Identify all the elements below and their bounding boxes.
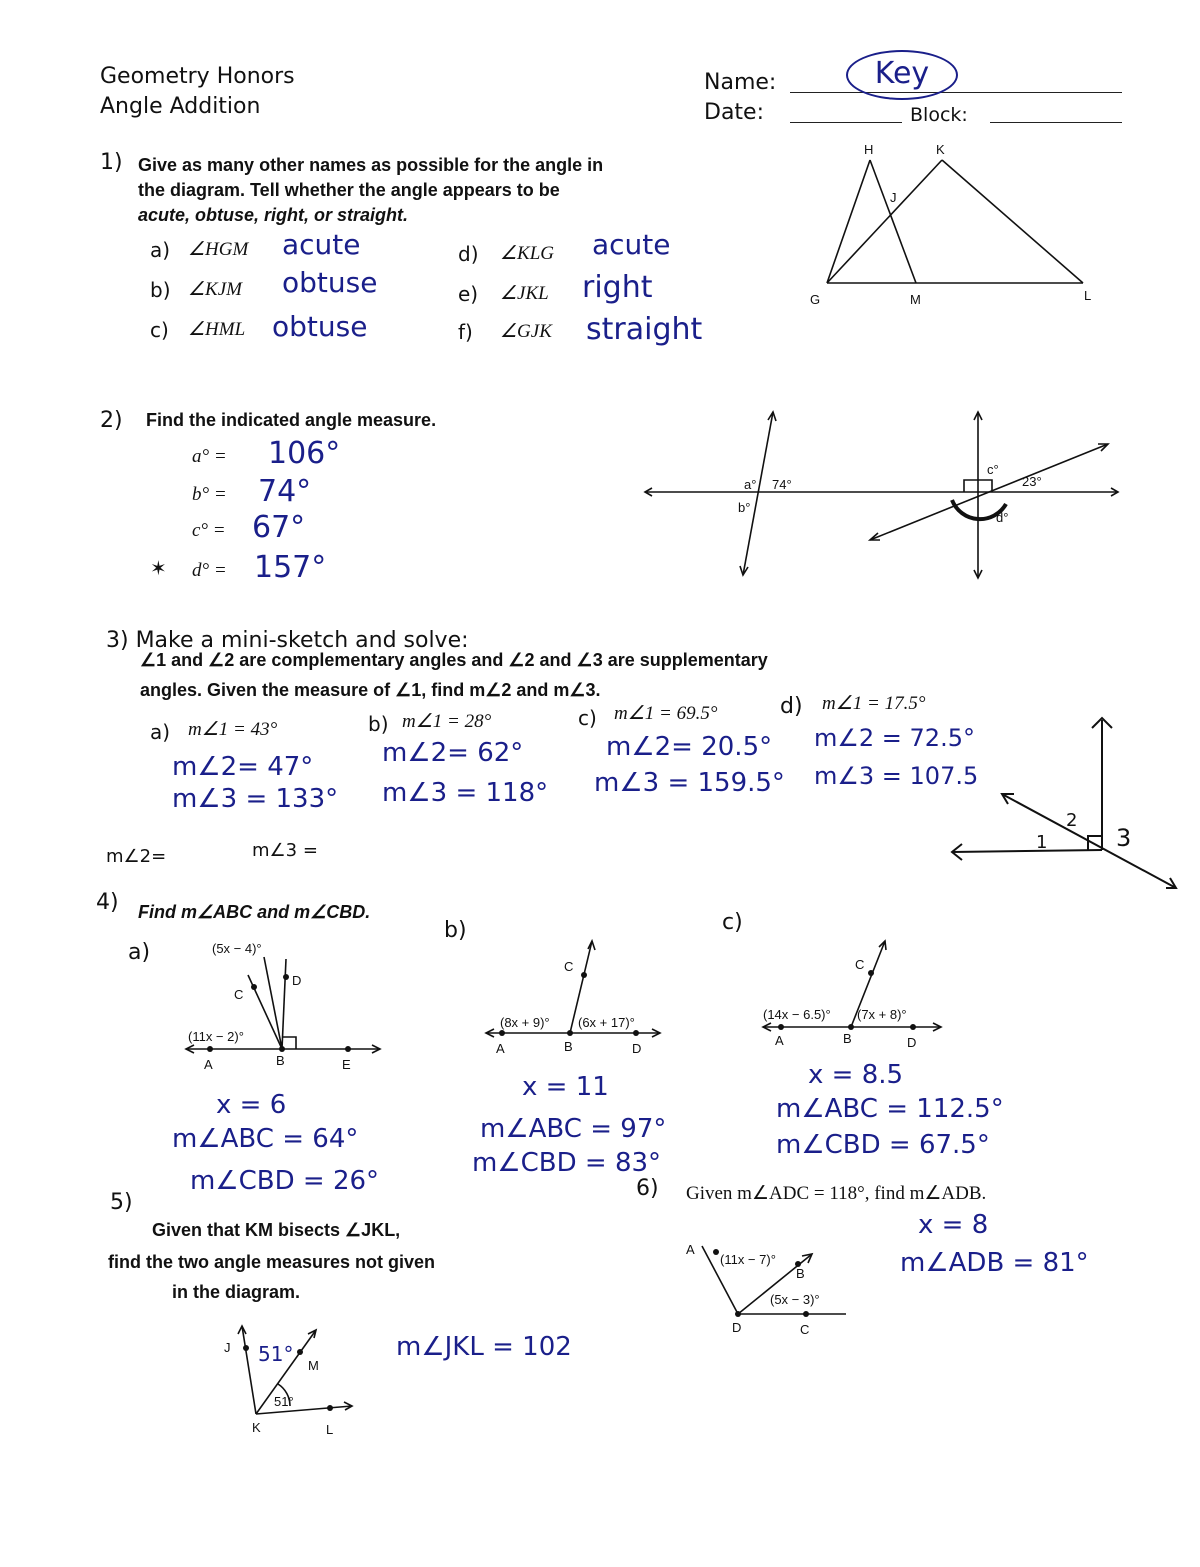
q3b-m3: m∠3 = 118° — [382, 778, 549, 808]
expr-2: (5x − 3)° — [770, 1292, 820, 1307]
point-a — [713, 1249, 719, 1255]
q3a-m3: m∠3 = 133° — [172, 784, 339, 814]
q6-x: x = 8 — [918, 1210, 989, 1240]
q3a-m2: m∠2= 47° — [172, 752, 314, 782]
label-b: B — [843, 1031, 852, 1046]
expr-2: (6x + 17)° — [578, 1015, 635, 1030]
point-d — [910, 1024, 916, 1030]
q6-diagram — [676, 1236, 876, 1346]
q2-b-value: 74° — [258, 474, 312, 509]
q3c-m2: m∠2= 20.5° — [606, 732, 773, 762]
q1c-answer: obtuse — [272, 310, 368, 343]
q1f-letter: f) — [458, 320, 473, 344]
q1f-angle: ∠GJK — [500, 321, 552, 342]
segment-hm — [870, 160, 916, 283]
q3b-m2: m∠2= 62° — [382, 738, 524, 768]
label-d: D — [632, 1041, 642, 1056]
q4a-abc: m∠ABC = 64° — [172, 1124, 359, 1154]
label-l: L — [326, 1422, 334, 1437]
q1e-angle: ∠JKL — [500, 283, 549, 304]
q5-hw-51: 51° — [258, 1342, 294, 1366]
q5-number: 5) — [110, 1190, 133, 1215]
label-1: 1 — [1036, 832, 1048, 853]
label-c: c° — [987, 462, 999, 477]
label-3: 3 — [1116, 824, 1132, 852]
point-e — [345, 1046, 351, 1052]
q1-prompt-3: acute, obtuse, right, or straight. — [138, 205, 409, 225]
label-b: b° — [738, 500, 751, 515]
label-d: D — [732, 1320, 742, 1335]
segment-gk — [827, 160, 942, 283]
q2-prompt: Find the indicated angle measure. — [146, 410, 437, 430]
point-c — [581, 972, 587, 978]
q4b-letter: b) — [444, 918, 467, 943]
expr-left: (11x − 2)° — [188, 1029, 244, 1044]
q5-answer: m∠JKL = 102 — [396, 1332, 572, 1362]
point-j — [243, 1345, 249, 1351]
q3-prompt-1: ∠1 and ∠2 are complementary angles and ∠2 and ∠3 are supplementary — [140, 650, 768, 670]
q4-prompt: Find m∠ABC and m∠CBD. — [138, 902, 371, 922]
q3a-letter: a) — [150, 720, 171, 744]
ray-kj — [242, 1326, 256, 1414]
point-m — [297, 1349, 303, 1355]
label-d: D — [907, 1035, 917, 1050]
label-c: C — [234, 987, 244, 1002]
label-d: d° — [996, 510, 1009, 525]
label-b: B — [564, 1039, 573, 1054]
ray-bd — [282, 959, 286, 1049]
q1c-angle: ∠HML — [188, 319, 246, 340]
point-a — [499, 1030, 505, 1036]
q3b-letter: b) — [368, 712, 389, 736]
topic-title: Angle Addition — [100, 94, 261, 119]
expr-1: (11x − 7)° — [720, 1252, 776, 1267]
label-k: K — [936, 142, 945, 157]
point-d — [283, 974, 289, 980]
label-l: L — [1084, 288, 1092, 303]
q1-prompt-2: the diagram. Tell whether the angle appears to be — [138, 180, 560, 200]
label-c: C — [855, 957, 865, 972]
q1e-letter: e) — [458, 282, 479, 306]
q5-prompt-1: Given that KM bisects ∠JKL, — [152, 1220, 401, 1240]
q4c-letter: c) — [722, 910, 743, 935]
label-c: C — [800, 1322, 810, 1337]
ray-kl — [256, 1406, 352, 1414]
label-j: J — [890, 190, 897, 205]
label-51: 51° — [274, 1394, 294, 1409]
date-line — [790, 122, 902, 123]
point-c — [868, 970, 874, 976]
q3d-given: m∠1 = 17.5° — [822, 693, 926, 714]
q4a-diagram — [180, 935, 400, 1075]
q2-d-value: 157° — [254, 550, 327, 585]
q3d-letter: d) — [780, 694, 803, 719]
label-d: D — [292, 973, 302, 988]
label-e: E — [342, 1057, 351, 1072]
q4a-letter: a) — [128, 940, 151, 965]
q4b-diagram — [478, 935, 668, 1065]
right-angle-mark-2 — [978, 480, 992, 492]
q1-triangle-diagram — [800, 140, 1110, 310]
q4b-abc: m∠ABC = 97° — [480, 1114, 667, 1144]
transversal-1 — [743, 412, 773, 575]
q3a-given: m∠1 = 43° — [188, 719, 278, 740]
q1d-letter: d) — [458, 242, 479, 266]
label-k: K — [252, 1420, 261, 1435]
point-d — [735, 1311, 741, 1317]
label-23: 23° — [1022, 474, 1042, 489]
q6-answer: m∠ADB = 81° — [900, 1248, 1089, 1278]
q1a-letter: a) — [150, 238, 171, 262]
q5-prompt-2: find the two angle measures not given — [108, 1252, 436, 1272]
q6-prompt: Given m∠ADC = 118°, find m∠ADB. — [686, 1183, 987, 1204]
q1a-angle: ∠HGM — [188, 239, 249, 260]
q3-heading: 3) Make a mini-sketch and solve: — [106, 628, 469, 653]
q4-number: 4) — [96, 890, 119, 915]
q2-number: 2) — [100, 408, 123, 433]
q1b-answer: obtuse — [282, 266, 378, 299]
q1a-answer: acute — [282, 228, 361, 261]
q3-blank-m2: m∠2= — [106, 846, 167, 867]
q4c-x: x = 8.5 — [808, 1060, 904, 1090]
expr-2: (7x + 8)° — [857, 1007, 907, 1022]
expr-1: (14x − 6.5)° — [763, 1007, 831, 1022]
q2-b-var: b° = — [192, 484, 227, 505]
q2-d-var: d° = — [192, 560, 227, 581]
q4a-cbd: m∠CBD = 26° — [190, 1166, 380, 1196]
q1c-letter: c) — [150, 318, 169, 342]
label-a: A — [686, 1242, 695, 1257]
q4c-cbd: m∠CBD = 67.5° — [776, 1130, 990, 1160]
q1b-letter: b) — [150, 278, 171, 302]
label-h: H — [864, 142, 874, 157]
label-m: M — [910, 292, 921, 307]
point-b — [279, 1046, 285, 1052]
q4b-cbd: m∠CBD = 83° — [472, 1148, 662, 1178]
q1f-answer: straight — [586, 312, 703, 347]
point-c — [803, 1311, 809, 1317]
label-m: M — [308, 1358, 319, 1373]
q2-a-var: a° = — [192, 446, 227, 467]
label-c: C — [564, 959, 574, 974]
name-line — [790, 92, 1122, 93]
q2-a-value: 106° — [268, 436, 341, 471]
q1-prompt-1: Give as many other names as possible for the angle in — [138, 155, 604, 175]
q4c-diagram — [755, 935, 955, 1065]
label-a: A — [496, 1041, 505, 1056]
label-a: a° — [744, 477, 757, 492]
label-2: 2 — [1066, 810, 1078, 831]
label-a: A — [775, 1033, 784, 1048]
expr-top: (5x − 4)° — [212, 941, 262, 956]
q3c-m3: m∠3 = 159.5° — [594, 768, 785, 798]
q1b-angle: ∠KJM — [188, 279, 242, 300]
q3-mini-sketch — [940, 710, 1190, 900]
q2-lines-diagram — [640, 400, 1130, 590]
right-angle-mark-1 — [964, 480, 978, 492]
q4a-x: x = 6 — [216, 1090, 287, 1120]
label-b: B — [276, 1053, 285, 1068]
q1-number: 1) — [100, 150, 123, 175]
segment-kl — [942, 160, 1083, 283]
q6-number: 6) — [636, 1176, 659, 1201]
q2-c-var: c° = — [192, 520, 226, 541]
point-d — [633, 1030, 639, 1036]
ray-2 — [264, 957, 282, 1049]
q1d-answer: acute — [592, 228, 671, 261]
q3d-m3: m∠3 = 107.5 — [814, 762, 979, 790]
name-value-circled: Key — [846, 50, 958, 100]
horizontal-ray — [952, 850, 1102, 852]
segment-gh — [827, 160, 870, 283]
point-b — [567, 1030, 573, 1036]
label-74: 74° — [772, 477, 792, 492]
point-l — [327, 1405, 333, 1411]
q3-blank-m3: m∠3 = — [252, 840, 318, 861]
point-a — [778, 1024, 784, 1030]
q3-prompt-2: angles. Given the measure of ∠1, find m∠2 and m∠3. — [140, 680, 601, 700]
q3c-letter: c) — [578, 706, 597, 730]
q5-diagram — [220, 1320, 370, 1440]
q1e-answer: right — [582, 270, 653, 305]
label-g: G — [810, 292, 821, 307]
q3b-given: m∠1 = 28° — [402, 711, 492, 732]
q3d-m2: m∠2 = 72.5° — [814, 724, 975, 752]
block-line — [990, 122, 1122, 123]
q4b-x: x = 11 — [522, 1072, 609, 1102]
expr-1: (8x + 9)° — [500, 1015, 550, 1030]
label-b: B — [796, 1266, 805, 1281]
q2-c-value: 67° — [252, 510, 306, 545]
name-label: Name: — [704, 70, 777, 95]
point-a — [207, 1046, 213, 1052]
q3c-given: m∠1 = 69.5° — [614, 703, 718, 724]
q4c-abc: m∠ABC = 112.5° — [776, 1094, 1004, 1124]
label-a: A — [204, 1057, 213, 1072]
q2-star-mark: ✶ — [150, 556, 167, 580]
point-b — [848, 1024, 854, 1030]
q5-prompt-3: in the diagram. — [172, 1282, 301, 1302]
block-label: Block: — [910, 104, 968, 126]
q1d-angle: ∠KLG — [500, 243, 554, 264]
label-j: J — [224, 1340, 231, 1355]
point-c — [251, 984, 257, 990]
course-title: Geometry Honors — [100, 64, 295, 89]
date-label: Date: — [704, 100, 764, 125]
